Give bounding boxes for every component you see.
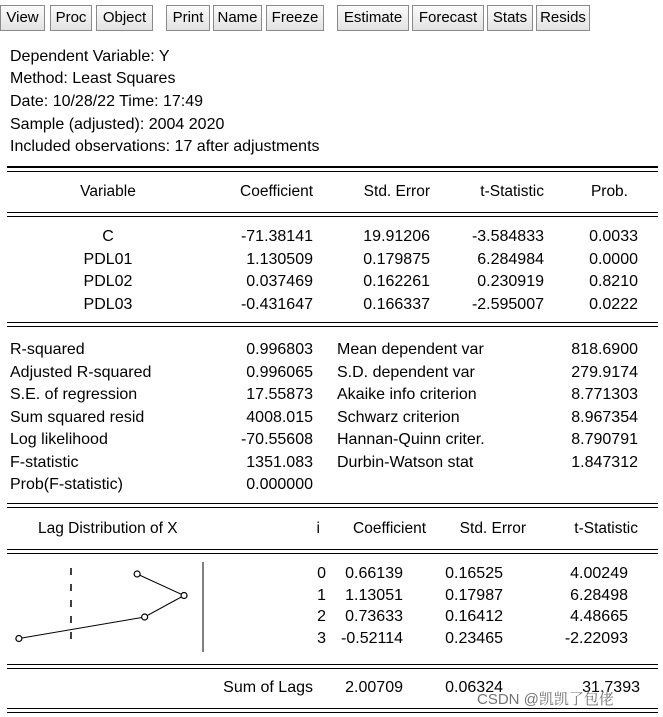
divider <box>7 171 658 172</box>
stat-value: 8.790791 <box>571 431 638 448</box>
lag-std-error-value: 0.23465 <box>445 629 503 647</box>
estimate-button[interactable]: Estimate <box>337 5 409 31</box>
std-error-value: 0.179875 <box>363 250 430 268</box>
stat-value: 0.000000 <box>246 476 313 493</box>
col-header-prob: Prob. <box>590 183 628 200</box>
stat-value: 4008.015 <box>246 408 313 426</box>
date-time: Date: 10/28/22 Time: 17:49 <box>10 93 204 110</box>
forecast-button[interactable]: Forecast <box>412 5 484 31</box>
lag-coefficient-value: 1.13051 <box>345 586 403 604</box>
stat-label: Hannan-Quinn criter. <box>337 431 485 448</box>
stat-label: Durbin-Watson stat <box>337 453 474 471</box>
col-header-t-statistic: t-Statistic <box>480 183 544 200</box>
std-error-value: 19.91206 <box>363 228 430 245</box>
std-error-value: 0.162261 <box>363 273 430 290</box>
prob-value: 0.0033 <box>589 228 638 245</box>
stat-value: -70.55608 <box>240 431 313 448</box>
stat-label: S.D. dependent var <box>337 363 475 381</box>
coefficient-value: 1.130509 <box>246 250 313 268</box>
stat-label: Akaike info criterion <box>337 386 477 403</box>
divider <box>7 216 658 217</box>
divider <box>7 326 658 327</box>
divider <box>7 712 658 713</box>
lag-index: 2 <box>317 608 326 625</box>
object-button[interactable]: Object <box>96 5 153 31</box>
divider <box>7 668 658 669</box>
freeze-button[interactable]: Freeze <box>266 5 324 31</box>
lag-std-error-value: 0.16412 <box>445 608 503 625</box>
stat-label: Mean dependent var <box>337 341 484 358</box>
lag-std-error-value: 0.17987 <box>445 586 503 604</box>
stat-value: 8.771303 <box>571 386 638 403</box>
prob-value: 0.8210 <box>589 273 638 290</box>
divider <box>7 166 658 168</box>
stat-value: 279.9174 <box>571 363 638 381</box>
sum-of-lags-label: Sum of Lags <box>223 679 313 696</box>
col-header-i: i <box>316 520 320 537</box>
variable-name: PDL01 <box>83 250 133 268</box>
stat-label: Log likelihood <box>10 431 108 448</box>
lag-t-statistic-value: 6.28498 <box>570 586 628 604</box>
divider <box>7 212 658 213</box>
col-header-variable: Variable <box>80 183 136 200</box>
lag-t-statistic-value: 4.48665 <box>570 608 628 625</box>
col-header-coefficient: Coefficient <box>240 183 313 200</box>
t-statistic-value: -3.584833 <box>471 228 544 245</box>
lag-point <box>181 593 187 599</box>
t-statistic-value: 0.230919 <box>477 273 544 290</box>
stat-label: F-statistic <box>10 453 79 471</box>
coefficient-value: -71.38141 <box>240 228 313 245</box>
lag-coefficient-value: 0.73633 <box>345 608 403 625</box>
stat-label: Sum squared resid <box>10 408 145 426</box>
stat-value: 17.55873 <box>246 386 313 403</box>
col-header-lag-t-statistic: t-Statistic <box>574 520 638 537</box>
included-observations: Included observations: 17 after adjustments <box>10 138 320 155</box>
method: Method: Least Squares <box>10 70 176 87</box>
coefficient-value: -0.431647 <box>240 295 313 313</box>
stat-label: R-squared <box>10 341 85 358</box>
sample: Sample (adjusted): 2004 2020 <box>10 116 225 133</box>
divider <box>7 322 658 323</box>
watermark: CSDN @凯凯了包佬 <box>477 691 614 708</box>
sum-of-lags-std-error: 0.06324 <box>445 679 503 696</box>
prob-value: 0.0000 <box>589 250 638 268</box>
lag-point <box>134 571 140 577</box>
proc-button[interactable]: Proc <box>50 5 92 31</box>
stat-value: 1351.083 <box>246 453 313 471</box>
lag-distribution-plot <box>0 556 215 656</box>
t-statistic-value: 6.284984 <box>477 250 544 268</box>
lag-distribution-line <box>19 574 184 639</box>
divider <box>7 664 658 665</box>
stat-value: 0.996065 <box>246 363 313 381</box>
variable-name: PDL03 <box>83 295 133 313</box>
stats-button[interactable]: Stats <box>487 5 533 31</box>
dependent-variable: Dependent Variable: Y <box>10 48 170 65</box>
variable-name: C <box>102 228 114 245</box>
stat-value: 1.847312 <box>571 453 638 471</box>
lag-point <box>142 614 148 620</box>
divider <box>7 507 658 508</box>
lag-std-error-value: 0.16525 <box>445 565 503 582</box>
divider <box>7 549 658 550</box>
stat-label: Prob(F-statistic) <box>10 476 123 493</box>
lag-index: 1 <box>317 586 326 604</box>
lag-index: 0 <box>317 565 326 582</box>
sum-of-lags-t-statistic: 31.7393 <box>582 679 640 696</box>
lag-coefficient-value: -0.52114 <box>341 629 403 647</box>
stat-value: 8.967354 <box>571 408 638 426</box>
print-button[interactable]: Print <box>166 5 210 31</box>
std-error-value: 0.166337 <box>363 295 430 313</box>
divider <box>7 553 658 554</box>
resids-button[interactable]: Resids <box>536 5 590 31</box>
lag-coefficient-value: 0.66139 <box>345 565 403 582</box>
name-button[interactable]: Name <box>213 5 262 31</box>
coefficient-value: 0.037469 <box>246 273 313 290</box>
lag-t-statistic-value: -2.22093 <box>564 629 628 647</box>
col-header-lag-coefficient: Coefficient <box>353 520 426 537</box>
stat-label: S.E. of regression <box>10 386 138 403</box>
variable-name: PDL02 <box>83 273 133 290</box>
sum-of-lags-coefficient: 2.00709 <box>345 679 403 696</box>
t-statistic-value: -2.595007 <box>471 295 544 313</box>
col-header-std-error: Std. Error <box>363 183 430 200</box>
prob-value: 0.0222 <box>589 295 638 313</box>
toolbar <box>0 0 663 36</box>
lag-point <box>16 636 22 642</box>
stat-value: 0.996803 <box>246 341 313 358</box>
col-header-lag-std-error: Std. Error <box>459 520 526 537</box>
col-header-lag-distribution: Lag Distribution of X <box>38 520 178 537</box>
divider <box>7 503 658 504</box>
stat-label: Schwarz criterion <box>337 408 460 426</box>
view-button[interactable]: View <box>0 5 45 31</box>
lag-t-statistic-value: 4.00249 <box>570 565 628 582</box>
lag-index: 3 <box>317 629 326 647</box>
stat-value: 818.6900 <box>571 341 638 358</box>
stat-label: Adjusted R-squared <box>10 363 152 381</box>
